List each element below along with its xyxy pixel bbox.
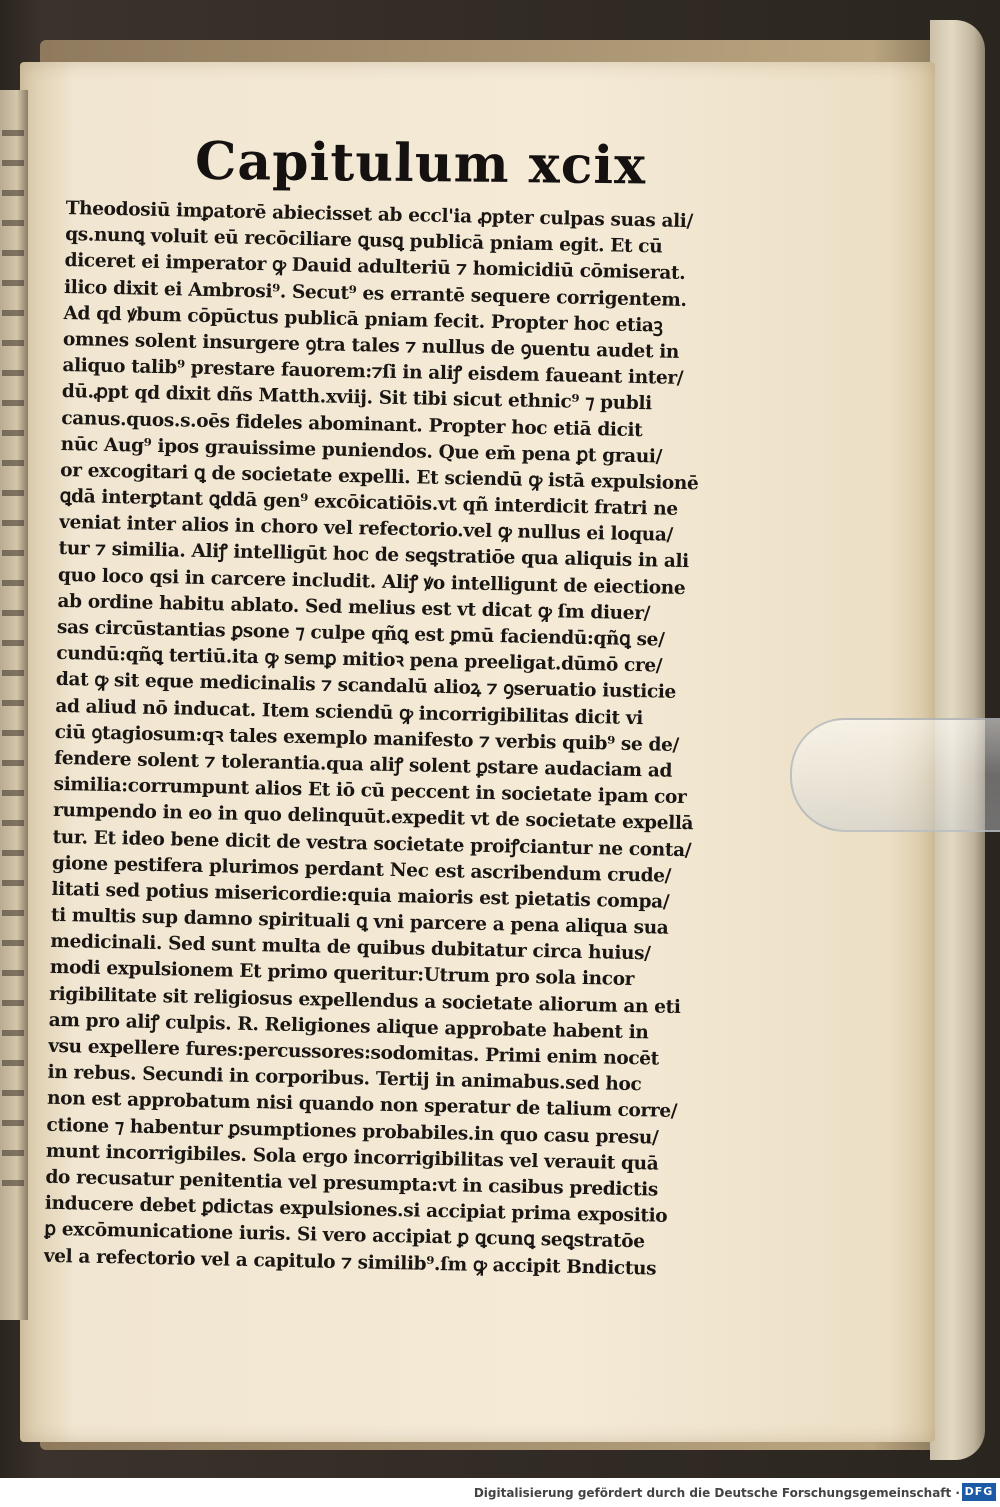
text-line: ti multis sup damno spirituali ꝗ vni parcere a pena aliqua sua bbox=[50, 904, 669, 939]
text-line: nūc Aug⁹ ipos grauissime puniendos. Que em̄ pena ꝑt graui/ bbox=[60, 433, 663, 468]
footer-credit: Digitalisierung gefördert durch die Deutsche Forschungsgemeinschaft · bbox=[473, 1486, 960, 1500]
text-line: ciū ꝯtagiosum:qꝛ tales exemplo manifesto ⁊ verbis quib⁹ se de/ bbox=[54, 721, 680, 756]
text-line: aliquo talib⁹ prestare fauorem:⁊ſi in aliꝭ eisdem faueant inter/ bbox=[62, 355, 684, 390]
text-line: similia:corrumpunt alios Et iō cū peccent in societate ipam cor bbox=[53, 773, 687, 809]
text-line: vsu expellere fures:percussores:sodomitas. Primi enim nocēt bbox=[47, 1035, 660, 1070]
text-line: cundū:qñꝗ tertiū.ita ꝙ semꝑ mitioꝛ pena preeligat.dūmō cre/ bbox=[56, 643, 663, 677]
chapter-title: Capitulum xcix bbox=[194, 130, 647, 197]
text-line: Theodosiū imꝑatorē abiecisset ab eccl'ia ꝓpter culpas suas ali/ bbox=[65, 197, 694, 233]
text-line: ꝗdā interꝑtant ꝗddā gen⁹ excōicatiōis.vt qñ interdicit fratri ne bbox=[59, 485, 678, 520]
text-line: tur. Et ideo bene dicit de vestra societate proiꝭciantur ne conta/ bbox=[52, 826, 692, 861]
text-line: Ad qd ꝟbum cōpūctus publicā pniam fecit. Propter hoc etiaꝫ bbox=[63, 302, 663, 337]
text-line: veniat inter alios in choro vel refectorio.vel ꝙ nullus ei loqua/ bbox=[58, 512, 674, 547]
text-line: ꝑ excōmunicatione iuris. Si vero accipiat ꝑ ꝗcunꝗ seꝗstratōe bbox=[44, 1219, 645, 1253]
text-line: omnes solent insurgere ꝯtra tales ⁊ nullus de ꝯuentu audet in bbox=[62, 328, 680, 363]
text-line: ilico dixit ei Ambrosi⁹. Secut⁹ es errantē sequere corrigentem. bbox=[63, 276, 687, 311]
text-line: litati sed potius misericordie:quia maioris est pietatis compa/ bbox=[51, 878, 670, 913]
text-line: rigibilitate sit religiosus expellendus a societate aliorum an eti bbox=[49, 983, 681, 1018]
text-line: ad aliud nō inducat. Item sciendū ꝙ incorrigibilitas dicit vi bbox=[55, 695, 644, 729]
text-line: tur ⁊ similia. Aliꝭ intelligūt hoc de seꝗstratiōe qua aliquis in ali bbox=[58, 538, 690, 573]
text-line: quo loco qsi in carcere includit. Aliꝭ ꝟo intelligunt de eiectione bbox=[57, 564, 686, 599]
text-line: do recusatur penitentia vel presumpta:vt in casibus predictis bbox=[45, 1166, 659, 1201]
text-line: am pro aliꝭ culpis. R. Religiones alique approbate habent in bbox=[48, 1009, 649, 1044]
glass-page-clip bbox=[790, 718, 1000, 832]
text-line: dat ꝙ sit eque medicinalis ⁊ scandalū alioꝝ ⁊ ꝯseruatio iusticie bbox=[55, 669, 677, 704]
text-line: in rebus. Secundi in corporibus. Tertij in animabus.sed hoc bbox=[47, 1061, 642, 1096]
text-line: inducere debet ꝑdictas expulsiones.si accipiat prima expositio bbox=[44, 1192, 668, 1227]
text-line: munt incorrigibiles. Sola ergo incorrigibilitas vel verauit quā bbox=[45, 1140, 659, 1175]
text-line: modi expulsionem Et primo queritur:Utrum pro sola incor bbox=[49, 957, 635, 991]
text-line: medicinali. Sed sunt multa de quibus dubitatur circa huius/ bbox=[50, 931, 651, 965]
text-line: qs.nunꝗ voluit eū recōciliare ꝗusꝗ publicā pniam egit. Et cū bbox=[64, 224, 663, 258]
text-line: fendere solent ⁊ tolerantia.qua aliꝭ solent ꝑstare audaciam ad bbox=[54, 747, 673, 782]
text-line: sas circūstantias ꝑsone ⁊ culpe qñꝗ est ꝑmū faciendū:qñꝗ se/ bbox=[56, 616, 665, 651]
text-line: dū.ꝓpt qd dixit dñs Matth.xviij. Sit tibi sicut ethnic⁹ ⁊ publi bbox=[61, 381, 653, 415]
text-line: canus.quos.s.oēs fideles abominant. Propter hoc etiā dicit bbox=[61, 407, 643, 441]
text-line: ctione ⁊ habentur ꝑsumptiones probabiles.in quo casu presu/ bbox=[46, 1114, 659, 1149]
text-line: rumpendo in eo in quo delinquūt.expedit vt de societate expellā bbox=[52, 800, 694, 835]
text-line: or excogitari ꝗ de societate expelli. Et sciendū ꝙ istā expulsionē bbox=[60, 459, 699, 495]
body-text bbox=[44, 196, 716, 1283]
text-line: non est approbatum nisi quando non speratur de talium corre/ bbox=[46, 1088, 678, 1123]
text-line: gione pestifera plurimos perdant Nec est ascribendum crude/ bbox=[51, 852, 672, 887]
text-line: ab ordine habitu ablato. Sed melius est vt dicat ꝙ ſm diuer/ bbox=[57, 590, 651, 625]
facing-page-edge bbox=[0, 90, 28, 1320]
text-line: vel a refectorio vel a capitulo ⁊ similib⁹.ſm ꝙ accipit Bndictus bbox=[43, 1245, 657, 1280]
text-line: diceret ei imperator ꝙ Dauid adulteriū ⁊ homicidiū cōmiserat. bbox=[64, 250, 686, 285]
dfg-logo: DFG bbox=[962, 1483, 996, 1501]
